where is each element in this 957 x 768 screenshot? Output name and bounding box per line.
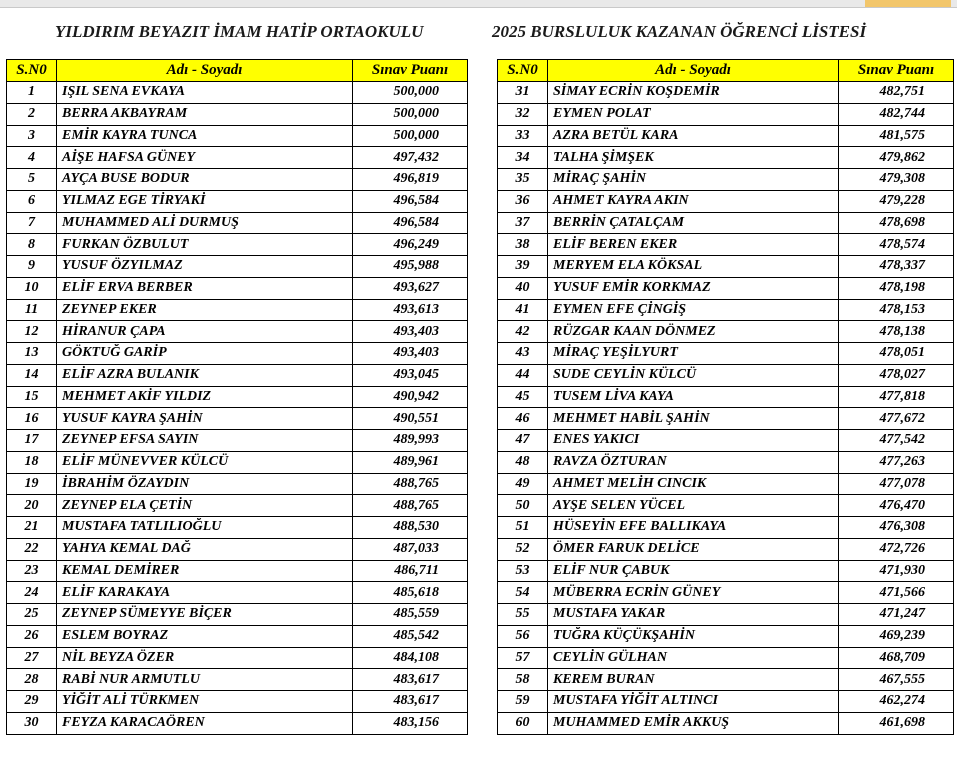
row-score: 481,575 — [839, 125, 954, 147]
table-row — [498, 451, 954, 473]
row-sno: 60 — [498, 712, 548, 734]
row-name: TALHA ŞİMŞEK — [548, 147, 839, 169]
row-name: YUSUF EMİR KORKMAZ — [548, 277, 839, 299]
row-score: 478,574 — [839, 234, 954, 256]
row-score: 482,751 — [839, 82, 954, 104]
row-sno: 58 — [498, 669, 548, 691]
row-name: ÖMER FARUK DELİCE — [548, 538, 839, 560]
row-name: MÜBERRA ECRİN GÜNEY — [548, 582, 839, 604]
row-score: 476,470 — [839, 495, 954, 517]
table-row — [7, 495, 468, 517]
table-row — [7, 669, 468, 691]
row-score: 487,033 — [353, 538, 468, 560]
table-row — [498, 277, 954, 299]
table-row — [7, 169, 468, 191]
table-row — [498, 147, 954, 169]
table-row — [498, 517, 954, 539]
row-name: EYMEN EFE ÇİNGİŞ — [548, 299, 839, 321]
table-row — [7, 147, 468, 169]
table-row — [7, 517, 468, 539]
table-row — [7, 647, 468, 669]
row-name: MUHAMMED ALİ DURMUŞ — [57, 212, 353, 234]
row-name: AİŞE HAFSA GÜNEY — [57, 147, 353, 169]
row-sno: 8 — [7, 234, 57, 256]
row-name: TUSEM LİVA KAYA — [548, 386, 839, 408]
list-title: 2025 BURSLULUK KAZANAN ÖĞRENCİ LİSTESİ — [492, 22, 867, 41]
row-score: 488,530 — [353, 517, 468, 539]
row-name: HİRANUR ÇAPA — [57, 321, 353, 343]
row-name: MUSTAFA YAKAR — [548, 604, 839, 626]
row-score: 493,403 — [353, 321, 468, 343]
row-score: 500,000 — [353, 103, 468, 125]
row-sno: 37 — [498, 212, 548, 234]
table-row — [7, 212, 468, 234]
table-row — [498, 256, 954, 278]
table-row — [7, 625, 468, 647]
row-score: 483,617 — [353, 691, 468, 713]
table-row — [7, 299, 468, 321]
row-name: ELİF BEREN EKER — [548, 234, 839, 256]
row-name: RAVZA ÖZTURAN — [548, 451, 839, 473]
row-sno: 53 — [498, 560, 548, 582]
table-row — [7, 82, 468, 104]
row-sno: 24 — [7, 582, 57, 604]
table-row — [498, 495, 954, 517]
row-sno: 28 — [7, 669, 57, 691]
row-score: 478,198 — [839, 277, 954, 299]
row-sno: 30 — [7, 712, 57, 734]
row-score: 483,617 — [353, 669, 468, 691]
row-name: AYŞE SELEN YÜCEL — [548, 495, 839, 517]
row-sno: 19 — [7, 473, 57, 495]
row-score: 495,988 — [353, 256, 468, 278]
table-row — [498, 190, 954, 212]
row-sno: 56 — [498, 625, 548, 647]
row-sno: 4 — [7, 147, 57, 169]
row-name: İBRAHİM ÖZAYDIN — [57, 473, 353, 495]
header-sno: S.N0 — [7, 60, 57, 82]
row-name: MERYEM ELA KÖKSAL — [548, 256, 839, 278]
row-sno: 54 — [498, 582, 548, 604]
table-row — [498, 212, 954, 234]
row-sno: 27 — [7, 647, 57, 669]
row-score: 490,942 — [353, 386, 468, 408]
table-row — [498, 82, 954, 104]
table-row — [7, 343, 468, 365]
row-score: 478,153 — [839, 299, 954, 321]
table-row — [7, 712, 468, 734]
table-row — [7, 364, 468, 386]
row-sno: 29 — [7, 691, 57, 713]
row-score: 484,108 — [353, 647, 468, 669]
row-score: 496,819 — [353, 169, 468, 191]
row-score: 471,566 — [839, 582, 954, 604]
row-score: 493,627 — [353, 277, 468, 299]
row-sno: 47 — [498, 430, 548, 452]
row-score: 500,000 — [353, 82, 468, 104]
row-name: MİRAÇ ŞAHİN — [548, 169, 839, 191]
row-sno: 51 — [498, 517, 548, 539]
row-sno: 50 — [498, 495, 548, 517]
row-score: 485,618 — [353, 582, 468, 604]
row-sno: 10 — [7, 277, 57, 299]
row-score: 478,051 — [839, 343, 954, 365]
row-score: 471,930 — [839, 560, 954, 582]
row-sno: 11 — [7, 299, 57, 321]
row-sno: 21 — [7, 517, 57, 539]
row-score: 482,744 — [839, 103, 954, 125]
row-name: BERRİN ÇATALÇAM — [548, 212, 839, 234]
row-name: GÖKTUĞ GARİP — [57, 343, 353, 365]
row-score: 467,555 — [839, 669, 954, 691]
row-name: BERRA AKBAYRAM — [57, 103, 353, 125]
row-sno: 52 — [498, 538, 548, 560]
row-name: ZEYNEP EKER — [57, 299, 353, 321]
row-name: HÜSEYİN EFE BALLIKAYA — [548, 517, 839, 539]
table-row — [498, 169, 954, 191]
row-name: YAHYA KEMAL DAĞ — [57, 538, 353, 560]
row-sno: 20 — [7, 495, 57, 517]
table-row — [498, 103, 954, 125]
row-sno: 57 — [498, 647, 548, 669]
header-row — [498, 60, 954, 82]
row-sno: 16 — [7, 408, 57, 430]
row-name: ELİF ERVA BERBER — [57, 277, 353, 299]
row-name: ELİF NUR ÇABUK — [548, 560, 839, 582]
row-sno: 14 — [7, 364, 57, 386]
row-score: 461,698 — [839, 712, 954, 734]
row-score: 485,542 — [353, 625, 468, 647]
table-row — [498, 625, 954, 647]
row-sno: 49 — [498, 473, 548, 495]
row-name: MEHMET HABİL ŞAHİN — [548, 408, 839, 430]
row-name: ELİF AZRA BULANIK — [57, 364, 353, 386]
table-row — [498, 669, 954, 691]
row-sno: 38 — [498, 234, 548, 256]
school-title: YILDIRIM BEYAZIT İMAM HATİP ORTAOKULU — [55, 22, 424, 41]
header-name: Adı - Soyadı — [548, 60, 839, 82]
row-score: 493,045 — [353, 364, 468, 386]
row-sno: 25 — [7, 604, 57, 626]
row-score: 493,403 — [353, 343, 468, 365]
row-name: CEYLİN GÜLHAN — [548, 647, 839, 669]
table-row — [7, 604, 468, 626]
table-row — [498, 234, 954, 256]
row-score: 493,613 — [353, 299, 468, 321]
table-row — [7, 473, 468, 495]
table-row — [498, 582, 954, 604]
table-row — [7, 321, 468, 343]
row-sno: 5 — [7, 169, 57, 191]
row-name: ESLEM BOYRAZ — [57, 625, 353, 647]
table-row — [498, 430, 954, 452]
table-row — [498, 691, 954, 713]
table-row — [7, 538, 468, 560]
row-score: 462,274 — [839, 691, 954, 713]
table-row — [7, 103, 468, 125]
row-score: 496,249 — [353, 234, 468, 256]
row-name: YUSUF ÖZYILMAZ — [57, 256, 353, 278]
row-name: ELİF MÜNEVVER KÜLCÜ — [57, 451, 353, 473]
table-row — [7, 691, 468, 713]
row-sno: 42 — [498, 321, 548, 343]
row-sno: 31 — [498, 82, 548, 104]
row-name: EYMEN POLAT — [548, 103, 839, 125]
row-name: YUSUF KAYRA ŞAHİN — [57, 408, 353, 430]
table-row — [7, 451, 468, 473]
table-row — [7, 190, 468, 212]
table-row — [7, 408, 468, 430]
student-table-right — [497, 59, 954, 735]
row-score: 478,027 — [839, 364, 954, 386]
table-row — [7, 256, 468, 278]
row-sno: 12 — [7, 321, 57, 343]
row-name: MUHAMMED EMİR AKKUŞ — [548, 712, 839, 734]
table-row — [498, 604, 954, 626]
table-row — [498, 343, 954, 365]
table-row — [7, 386, 468, 408]
table-row — [498, 712, 954, 734]
row-score: 496,584 — [353, 212, 468, 234]
row-sno: 46 — [498, 408, 548, 430]
table-row — [498, 408, 954, 430]
row-name: ZEYNEP EFSA SAYIN — [57, 430, 353, 452]
row-score: 469,239 — [839, 625, 954, 647]
row-name: KEREM BURAN — [548, 669, 839, 691]
table-row — [498, 538, 954, 560]
row-sno: 39 — [498, 256, 548, 278]
table-row — [498, 125, 954, 147]
table-row — [498, 386, 954, 408]
row-name: ZEYNEP SÜMEYYE BİÇER — [57, 604, 353, 626]
header-name: Adı - Soyadı — [57, 60, 353, 82]
row-sno: 59 — [498, 691, 548, 713]
row-sno: 23 — [7, 560, 57, 582]
row-score: 488,765 — [353, 495, 468, 517]
header-score: Sınav Puanı — [839, 60, 954, 82]
row-score: 489,961 — [353, 451, 468, 473]
row-score: 477,263 — [839, 451, 954, 473]
row-score: 496,584 — [353, 190, 468, 212]
row-name: AHMET MELİH CINCIK — [548, 473, 839, 495]
row-score: 490,551 — [353, 408, 468, 430]
row-sno: 36 — [498, 190, 548, 212]
table-row — [7, 430, 468, 452]
row-name: SİMAY ECRİN KOŞDEMİR — [548, 82, 839, 104]
row-sno: 44 — [498, 364, 548, 386]
row-score: 477,672 — [839, 408, 954, 430]
row-name: FURKAN ÖZBULUT — [57, 234, 353, 256]
row-name: AHMET KAYRA AKIN — [548, 190, 839, 212]
row-score: 488,765 — [353, 473, 468, 495]
row-name: FEYZA KARACAÖREN — [57, 712, 353, 734]
row-sno: 35 — [498, 169, 548, 191]
row-score: 478,698 — [839, 212, 954, 234]
row-sno: 34 — [498, 147, 548, 169]
table-row — [7, 277, 468, 299]
row-name: MİRAÇ YEŞİLYURT — [548, 343, 839, 365]
row-sno: 9 — [7, 256, 57, 278]
row-score: 483,156 — [353, 712, 468, 734]
row-sno: 7 — [7, 212, 57, 234]
row-sno: 1 — [7, 82, 57, 104]
row-sno: 43 — [498, 343, 548, 365]
table-row — [498, 560, 954, 582]
row-score: 479,862 — [839, 147, 954, 169]
row-sno: 6 — [7, 190, 57, 212]
row-name: RABİ NUR ARMUTLU — [57, 669, 353, 691]
row-sno: 3 — [7, 125, 57, 147]
row-sno: 33 — [498, 125, 548, 147]
row-score: 472,726 — [839, 538, 954, 560]
table-row — [7, 125, 468, 147]
row-sno: 2 — [7, 103, 57, 125]
row-sno: 13 — [7, 343, 57, 365]
row-name: ZEYNEP ELA ÇETİN — [57, 495, 353, 517]
row-score: 471,247 — [839, 604, 954, 626]
row-name: EMİR KAYRA TUNCA — [57, 125, 353, 147]
row-score: 486,711 — [353, 560, 468, 582]
row-sno: 26 — [7, 625, 57, 647]
table-row — [498, 299, 954, 321]
table-row — [7, 582, 468, 604]
table-row — [498, 647, 954, 669]
row-sno: 18 — [7, 451, 57, 473]
header-sno: S.N0 — [498, 60, 548, 82]
table-row — [7, 560, 468, 582]
row-score: 477,078 — [839, 473, 954, 495]
row-score: 477,818 — [839, 386, 954, 408]
row-score: 479,228 — [839, 190, 954, 212]
row-sno: 32 — [498, 103, 548, 125]
row-score: 497,432 — [353, 147, 468, 169]
row-score: 468,709 — [839, 647, 954, 669]
row-name: YİĞİT ALİ TÜRKMEN — [57, 691, 353, 713]
row-sno: 45 — [498, 386, 548, 408]
row-name: IŞIL SENA EVKAYA — [57, 82, 353, 104]
row-sno: 22 — [7, 538, 57, 560]
spreadsheet-top-strip — [0, 0, 957, 8]
row-name: AZRA BETÜL KARA — [548, 125, 839, 147]
row-score: 478,337 — [839, 256, 954, 278]
row-sno: 48 — [498, 451, 548, 473]
row-score: 476,308 — [839, 517, 954, 539]
row-name: MEHMET AKİF YILDIZ — [57, 386, 353, 408]
row-name: ELİF KARAKAYA — [57, 582, 353, 604]
row-name: RÜZGAR KAAN DÖNMEZ — [548, 321, 839, 343]
row-name: AYÇA BUSE BODUR — [57, 169, 353, 191]
row-sno: 40 — [498, 277, 548, 299]
row-sno: 17 — [7, 430, 57, 452]
row-name: YILMAZ EGE TİRYAKİ — [57, 190, 353, 212]
row-sno: 15 — [7, 386, 57, 408]
table-row — [498, 364, 954, 386]
row-score: 478,138 — [839, 321, 954, 343]
header-score: Sınav Puanı — [353, 60, 468, 82]
row-name: KEMAL DEMİRER — [57, 560, 353, 582]
row-name: MUSTAFA TATLILIOĞLU — [57, 517, 353, 539]
row-name: TUĞRA KÜÇÜKŞAHİN — [548, 625, 839, 647]
row-sno: 55 — [498, 604, 548, 626]
row-name: SUDE CEYLİN KÜLCÜ — [548, 364, 839, 386]
table-row — [498, 321, 954, 343]
row-name: ENES YAKICI — [548, 430, 839, 452]
header-row — [7, 60, 468, 82]
row-score: 479,308 — [839, 169, 954, 191]
row-score: 489,993 — [353, 430, 468, 452]
table-row — [498, 473, 954, 495]
row-score: 477,542 — [839, 430, 954, 452]
row-sno: 41 — [498, 299, 548, 321]
student-table-left — [6, 59, 468, 735]
row-name: MUSTAFA YİĞİT ALTINCI — [548, 691, 839, 713]
row-score: 500,000 — [353, 125, 468, 147]
selected-cell-highlight — [865, 0, 951, 7]
row-name: NİL BEYZA ÖZER — [57, 647, 353, 669]
row-score: 485,559 — [353, 604, 468, 626]
table-row — [7, 234, 468, 256]
